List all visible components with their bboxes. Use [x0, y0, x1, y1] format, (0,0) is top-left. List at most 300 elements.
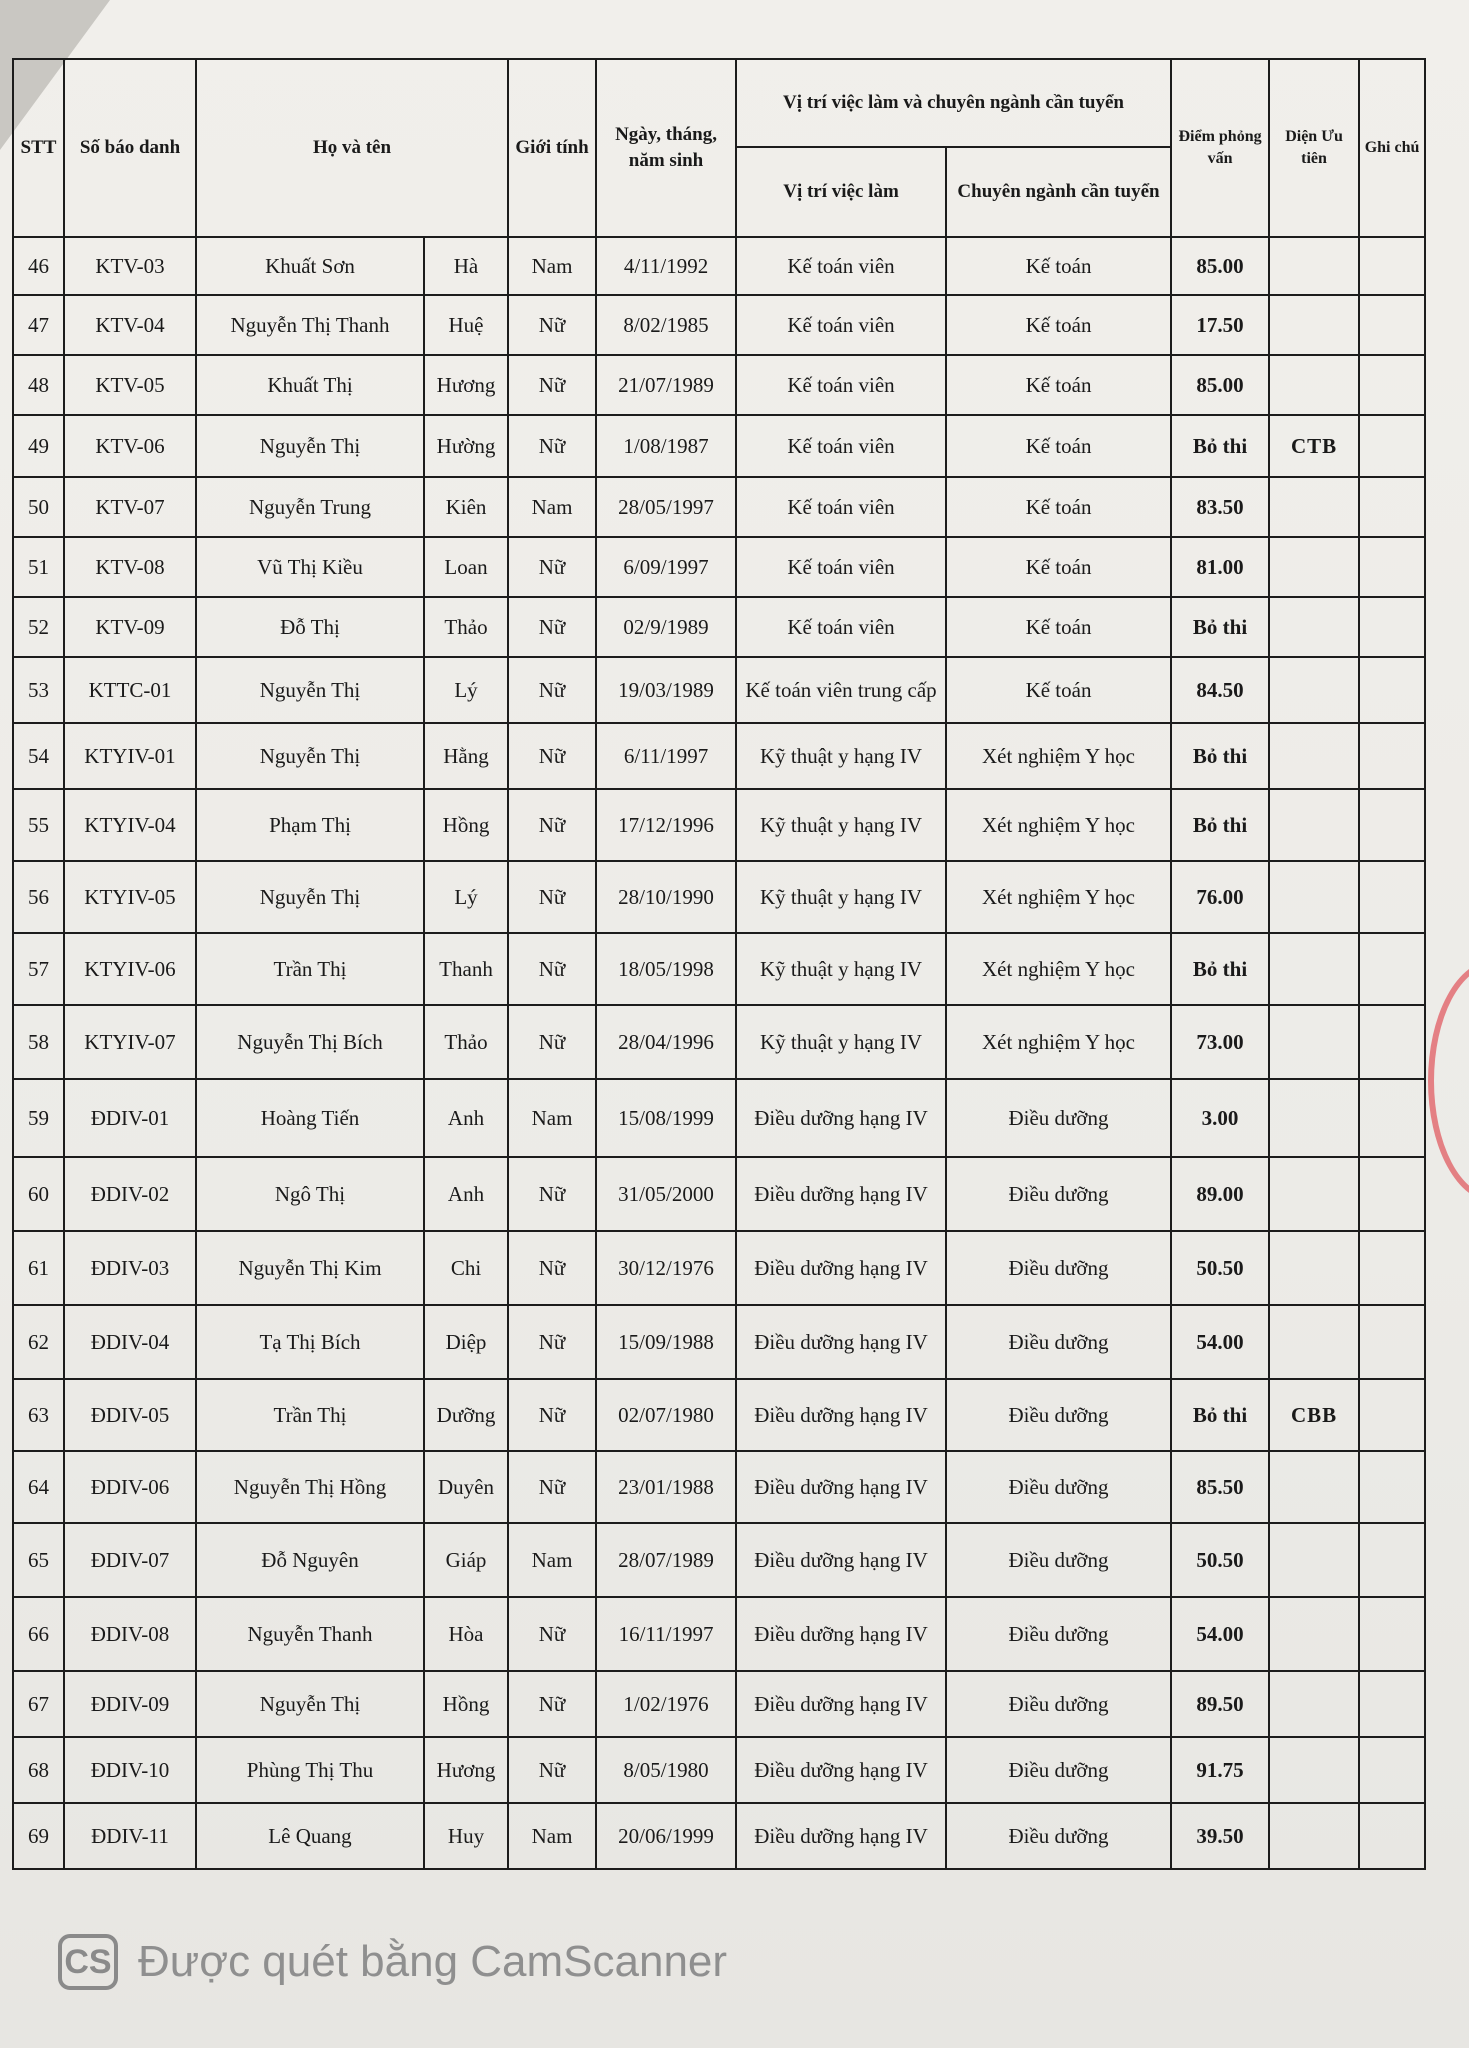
cell-position: Kế toán viên trung cấp: [736, 657, 946, 723]
cell-gender: Nữ: [508, 657, 596, 723]
cell-position: Điều dưỡng hạng IV: [736, 1597, 946, 1671]
table-row: [13, 1803, 1425, 1869]
cell-score: Bỏ thi: [1171, 415, 1269, 477]
cell-given-name: Huy: [424, 1803, 508, 1869]
cell-priority: [1269, 597, 1359, 657]
cell-sbd: KTYIV-05: [64, 861, 196, 933]
cell-priority: [1269, 1079, 1359, 1157]
cell-score: 50.50: [1171, 1231, 1269, 1305]
cell-score: 50.50: [1171, 1523, 1269, 1597]
cell-score: 84.50: [1171, 657, 1269, 723]
cell-sbd: KTYIV-07: [64, 1005, 196, 1079]
header-note: Ghi chú: [1359, 59, 1425, 237]
cell-gender: Nữ: [508, 723, 596, 789]
cell-score: Bỏ thi: [1171, 597, 1269, 657]
cell-stt: 51: [13, 537, 64, 597]
cell-surname: Khuất Thị: [196, 355, 424, 415]
cell-surname: Ngô Thị: [196, 1157, 424, 1231]
cell-note: [1359, 1737, 1425, 1803]
table-row: [13, 1671, 1425, 1737]
cell-sbd: ĐDIV-06: [64, 1451, 196, 1523]
cell-stt: 48: [13, 355, 64, 415]
cell-given-name: Hà: [424, 237, 508, 295]
cell-stt: 49: [13, 415, 64, 477]
cell-sbd: ĐDIV-01: [64, 1079, 196, 1157]
cell-sbd: ĐDIV-10: [64, 1737, 196, 1803]
cell-major: Điều dưỡng: [946, 1737, 1171, 1803]
cell-stt: 69: [13, 1803, 64, 1869]
cell-gender: Nam: [508, 237, 596, 295]
table-row: [13, 355, 1425, 415]
cell-given-name: Thanh: [424, 933, 508, 1005]
cell-stt: 50: [13, 477, 64, 537]
cell-surname: Nguyễn Trung: [196, 477, 424, 537]
cell-major: Điều dưỡng: [946, 1305, 1171, 1379]
cell-gender: Nam: [508, 1523, 596, 1597]
cell-given-name: Lý: [424, 861, 508, 933]
header-position-group: Vị trí việc làm và chuyên ngành cần tuyển: [736, 59, 1171, 147]
cell-given-name: Anh: [424, 1157, 508, 1231]
table-row: [13, 295, 1425, 355]
cell-position: Kỹ thuật y hạng IV: [736, 1005, 946, 1079]
table-row: [13, 1079, 1425, 1157]
cell-major: Điều dưỡng: [946, 1379, 1171, 1451]
cell-note: [1359, 295, 1425, 355]
cell-gender: Nữ: [508, 1231, 596, 1305]
cell-dob: 21/07/1989: [596, 355, 736, 415]
header-dob: Ngày, tháng, năm sinh: [596, 59, 736, 237]
cell-gender: Nữ: [508, 415, 596, 477]
cell-note: [1359, 1157, 1425, 1231]
table-row: [13, 537, 1425, 597]
cell-score: Bỏ thi: [1171, 1379, 1269, 1451]
cell-sbd: ĐDIV-11: [64, 1803, 196, 1869]
cell-sbd: ĐDIV-07: [64, 1523, 196, 1597]
cell-note: [1359, 355, 1425, 415]
cell-note: [1359, 597, 1425, 657]
header-major: Chuyên ngành cần tuyển: [946, 147, 1171, 237]
cell-major: Xét nghiệm Y học: [946, 861, 1171, 933]
cell-position: Điều dưỡng hạng IV: [736, 1803, 946, 1869]
cell-stt: 54: [13, 723, 64, 789]
cell-dob: 31/05/2000: [596, 1157, 736, 1231]
cell-sbd: ĐDIV-02: [64, 1157, 196, 1231]
cell-position: Điều dưỡng hạng IV: [736, 1523, 946, 1597]
cell-stt: 66: [13, 1597, 64, 1671]
cell-gender: Nữ: [508, 1157, 596, 1231]
cell-given-name: Thảo: [424, 597, 508, 657]
cell-dob: 8/02/1985: [596, 295, 736, 355]
cell-score: 39.50: [1171, 1803, 1269, 1869]
cell-surname: Nguyễn Thị: [196, 861, 424, 933]
cell-note: [1359, 237, 1425, 295]
cell-sbd: ĐDIV-05: [64, 1379, 196, 1451]
cell-position: Kỹ thuật y hạng IV: [736, 933, 946, 1005]
cell-score: 17.50: [1171, 295, 1269, 355]
cell-dob: 23/01/1988: [596, 1451, 736, 1523]
cell-position: Điều dưỡng hạng IV: [736, 1451, 946, 1523]
cell-note: [1359, 1803, 1425, 1869]
cell-dob: 18/05/1998: [596, 933, 736, 1005]
cell-sbd: KTV-07: [64, 477, 196, 537]
camscanner-logo-icon: CS: [58, 1934, 118, 1990]
cell-position: Điều dưỡng hạng IV: [736, 1231, 946, 1305]
cell-gender: Nữ: [508, 295, 596, 355]
cell-priority: [1269, 861, 1359, 933]
cell-stt: 62: [13, 1305, 64, 1379]
cell-gender: Nữ: [508, 933, 596, 1005]
cell-priority: [1269, 295, 1359, 355]
cell-position: Kế toán viên: [736, 597, 946, 657]
cell-position: Điều dưỡng hạng IV: [736, 1671, 946, 1737]
cell-given-name: Kiên: [424, 477, 508, 537]
cell-given-name: Chi: [424, 1231, 508, 1305]
header-priority: Diện Ưu tiên: [1269, 59, 1359, 237]
cell-dob: 4/11/1992: [596, 237, 736, 295]
cell-note: [1359, 1231, 1425, 1305]
cell-score: Bỏ thi: [1171, 933, 1269, 1005]
cell-given-name: Anh: [424, 1079, 508, 1157]
cell-major: Xét nghiệm Y học: [946, 789, 1171, 861]
cell-priority: [1269, 789, 1359, 861]
cell-sbd: KTV-06: [64, 415, 196, 477]
cell-position: Kế toán viên: [736, 537, 946, 597]
cell-given-name: Hồng: [424, 789, 508, 861]
table-row: [13, 597, 1425, 657]
cell-stt: 46: [13, 237, 64, 295]
cell-dob: 16/11/1997: [596, 1597, 736, 1671]
cell-stt: 60: [13, 1157, 64, 1231]
cell-dob: 1/08/1987: [596, 415, 736, 477]
cell-position: Kỹ thuật y hạng IV: [736, 789, 946, 861]
cell-score: 85.50: [1171, 1451, 1269, 1523]
cell-stt: 47: [13, 295, 64, 355]
cell-surname: Phùng Thị Thu: [196, 1737, 424, 1803]
cell-gender: Nam: [508, 1079, 596, 1157]
cell-surname: Khuất Sơn: [196, 237, 424, 295]
cell-major: Điều dưỡng: [946, 1451, 1171, 1523]
cell-gender: Nữ: [508, 1671, 596, 1737]
cell-priority: [1269, 1451, 1359, 1523]
cell-sbd: KTV-08: [64, 537, 196, 597]
table-row: [13, 1379, 1425, 1451]
cell-stt: 53: [13, 657, 64, 723]
cell-score: 54.00: [1171, 1305, 1269, 1379]
cell-gender: Nữ: [508, 355, 596, 415]
cell-surname: Nguyễn Thanh: [196, 1597, 424, 1671]
cell-score: 89.50: [1171, 1671, 1269, 1737]
cell-stt: 55: [13, 789, 64, 861]
table-row: [13, 1597, 1425, 1671]
table-row: [13, 1523, 1425, 1597]
cell-priority: [1269, 657, 1359, 723]
cell-given-name: Hồng: [424, 1671, 508, 1737]
cell-note: [1359, 537, 1425, 597]
cell-given-name: Lý: [424, 657, 508, 723]
cell-sbd: KTTC-01: [64, 657, 196, 723]
cell-note: [1359, 1451, 1425, 1523]
cell-position: Kế toán viên: [736, 477, 946, 537]
cell-surname: Nguyễn Thị: [196, 415, 424, 477]
cell-dob: 28/04/1996: [596, 1005, 736, 1079]
cell-gender: Nữ: [508, 537, 596, 597]
cell-given-name: Duyên: [424, 1451, 508, 1523]
cell-score: 81.00: [1171, 537, 1269, 597]
cell-note: [1359, 861, 1425, 933]
cell-stt: 61: [13, 1231, 64, 1305]
cell-priority: [1269, 1231, 1359, 1305]
cell-surname: Nguyễn Thị Kim: [196, 1231, 424, 1305]
cell-position: Điều dưỡng hạng IV: [736, 1737, 946, 1803]
table-row: [13, 1231, 1425, 1305]
header-gender: Giới tính: [508, 59, 596, 237]
cell-given-name: Diệp: [424, 1305, 508, 1379]
cell-given-name: Hường: [424, 415, 508, 477]
cell-dob: 6/11/1997: [596, 723, 736, 789]
table-row: [13, 415, 1425, 477]
cell-stt: 57: [13, 933, 64, 1005]
cell-score: 76.00: [1171, 861, 1269, 933]
cell-gender: Nữ: [508, 1737, 596, 1803]
cell-major: Kế toán: [946, 355, 1171, 415]
cell-major: Xét nghiệm Y học: [946, 933, 1171, 1005]
cell-score: 54.00: [1171, 1597, 1269, 1671]
cell-score: 3.00: [1171, 1079, 1269, 1157]
cell-gender: Nữ: [508, 597, 596, 657]
cell-major: Kế toán: [946, 295, 1171, 355]
cell-gender: Nữ: [508, 1005, 596, 1079]
table-row: [13, 1005, 1425, 1079]
cell-major: Điều dưỡng: [946, 1671, 1171, 1737]
cell-surname: Đỗ Thị: [196, 597, 424, 657]
cell-gender: Nam: [508, 477, 596, 537]
cell-surname: Trần Thị: [196, 933, 424, 1005]
cell-note: [1359, 1597, 1425, 1671]
cell-major: Kế toán: [946, 537, 1171, 597]
cell-score: 85.00: [1171, 355, 1269, 415]
cell-gender: Nữ: [508, 1597, 596, 1671]
cell-position: Kế toán viên: [736, 355, 946, 415]
cell-note: [1359, 1523, 1425, 1597]
cell-major: Điều dưỡng: [946, 1803, 1171, 1869]
cell-gender: Nữ: [508, 861, 596, 933]
cell-sbd: ĐDIV-03: [64, 1231, 196, 1305]
cell-score: 83.50: [1171, 477, 1269, 537]
cell-position: Điều dưỡng hạng IV: [736, 1379, 946, 1451]
cell-sbd: KTV-05: [64, 355, 196, 415]
cell-dob: 8/05/1980: [596, 1737, 736, 1803]
cell-position: Kỹ thuật y hạng IV: [736, 861, 946, 933]
cell-surname: Lê Quang: [196, 1803, 424, 1869]
cell-position: Điều dưỡng hạng IV: [736, 1079, 946, 1157]
cell-surname: Nguyễn Thị Bích: [196, 1005, 424, 1079]
cell-score: 85.00: [1171, 237, 1269, 295]
cell-note: [1359, 1079, 1425, 1157]
results-table: [12, 58, 1426, 1870]
cell-surname: Phạm Thị: [196, 789, 424, 861]
cell-priority: [1269, 537, 1359, 597]
cell-surname: Trần Thị: [196, 1379, 424, 1451]
cell-gender: Nữ: [508, 1451, 596, 1523]
cell-major: Xét nghiệm Y học: [946, 723, 1171, 789]
cell-given-name: Hương: [424, 355, 508, 415]
table-body: [13, 237, 1425, 1869]
cell-score: 91.75: [1171, 1737, 1269, 1803]
cell-priority: [1269, 1737, 1359, 1803]
header-score: Điểm phỏng vấn: [1171, 59, 1269, 237]
cell-dob: 15/08/1999: [596, 1079, 736, 1157]
cell-sbd: KTYIV-01: [64, 723, 196, 789]
cell-position: Kế toán viên: [736, 415, 946, 477]
cell-dob: 20/06/1999: [596, 1803, 736, 1869]
table-row: [13, 657, 1425, 723]
cell-surname: Đỗ Nguyên: [196, 1523, 424, 1597]
table-row: [13, 861, 1425, 933]
cell-major: Kế toán: [946, 477, 1171, 537]
cell-major: Điều dưỡng: [946, 1157, 1171, 1231]
cell-sbd: KTYIV-04: [64, 789, 196, 861]
header-stt: STT: [13, 59, 64, 237]
cell-priority: [1269, 1305, 1359, 1379]
table-header-row: [13, 59, 1425, 147]
cell-dob: 30/12/1976: [596, 1231, 736, 1305]
cell-stt: 65: [13, 1523, 64, 1597]
cell-major: Kế toán: [946, 415, 1171, 477]
cell-dob: 6/09/1997: [596, 537, 736, 597]
cell-major: Kế toán: [946, 237, 1171, 295]
header-sbd: Số báo danh: [64, 59, 196, 237]
cell-position: Kế toán viên: [736, 237, 946, 295]
cell-note: [1359, 789, 1425, 861]
cell-surname: Nguyễn Thị: [196, 723, 424, 789]
cell-priority: [1269, 477, 1359, 537]
cell-dob: 02/07/1980: [596, 1379, 736, 1451]
cell-stt: 64: [13, 1451, 64, 1523]
cell-major: Kế toán: [946, 657, 1171, 723]
cell-given-name: Dưỡng: [424, 1379, 508, 1451]
cell-dob: 28/05/1997: [596, 477, 736, 537]
watermark-text: Được quét bằng CamScanner: [138, 1937, 728, 1986]
cell-priority: [1269, 1157, 1359, 1231]
cell-given-name: Huệ: [424, 295, 508, 355]
cell-note: [1359, 933, 1425, 1005]
cell-sbd: ĐDIV-09: [64, 1671, 196, 1737]
cell-dob: 1/02/1976: [596, 1671, 736, 1737]
cell-stt: 63: [13, 1379, 64, 1451]
cell-priority: CTB: [1269, 415, 1359, 477]
cell-surname: Hoàng Tiến: [196, 1079, 424, 1157]
cell-priority: CBB: [1269, 1379, 1359, 1451]
cell-stt: 56: [13, 861, 64, 933]
cell-position: Điều dưỡng hạng IV: [736, 1157, 946, 1231]
cell-note: [1359, 723, 1425, 789]
cell-dob: 28/10/1990: [596, 861, 736, 933]
cell-stt: 52: [13, 597, 64, 657]
cell-score: Bỏ thi: [1171, 723, 1269, 789]
cell-priority: [1269, 1803, 1359, 1869]
cell-note: [1359, 1005, 1425, 1079]
cell-given-name: Hằng: [424, 723, 508, 789]
cell-given-name: Hương: [424, 1737, 508, 1803]
cell-note: [1359, 1305, 1425, 1379]
cell-major: Xét nghiệm Y học: [946, 1005, 1171, 1079]
cell-note: [1359, 415, 1425, 477]
cell-gender: Nữ: [508, 789, 596, 861]
cell-surname: Vũ Thị Kiều: [196, 537, 424, 597]
cell-priority: [1269, 1671, 1359, 1737]
table-row: [13, 1157, 1425, 1231]
cell-dob: 28/07/1989: [596, 1523, 736, 1597]
cell-priority: [1269, 933, 1359, 1005]
cell-note: [1359, 477, 1425, 537]
table-row: [13, 1305, 1425, 1379]
cell-sbd: ĐDIV-04: [64, 1305, 196, 1379]
cell-note: [1359, 1379, 1425, 1451]
table-row: [13, 723, 1425, 789]
cell-priority: [1269, 723, 1359, 789]
cell-sbd: KTYIV-06: [64, 933, 196, 1005]
cell-priority: [1269, 355, 1359, 415]
cell-surname: Nguyễn Thị Hồng: [196, 1451, 424, 1523]
cell-note: [1359, 1671, 1425, 1737]
cell-sbd: KTV-03: [64, 237, 196, 295]
cell-priority: [1269, 1523, 1359, 1597]
table-row: [13, 1451, 1425, 1523]
cell-given-name: Giáp: [424, 1523, 508, 1597]
cell-stt: 59: [13, 1079, 64, 1157]
cell-dob: 02/9/1989: [596, 597, 736, 657]
cell-priority: [1269, 1597, 1359, 1671]
cell-note: [1359, 657, 1425, 723]
cell-sbd: KTV-04: [64, 295, 196, 355]
cell-surname: Nguyễn Thị Thanh: [196, 295, 424, 355]
cell-sbd: ĐDIV-08: [64, 1597, 196, 1671]
cell-given-name: Thảo: [424, 1005, 508, 1079]
cell-gender: Nam: [508, 1803, 596, 1869]
cell-stt: 67: [13, 1671, 64, 1737]
cell-surname: Nguyễn Thị: [196, 1671, 424, 1737]
cell-priority: [1269, 1005, 1359, 1079]
cell-priority: [1269, 237, 1359, 295]
cell-dob: 17/12/1996: [596, 789, 736, 861]
cell-stt: 58: [13, 1005, 64, 1079]
header-name: Họ và tên: [196, 59, 508, 237]
cell-major: Điều dưỡng: [946, 1079, 1171, 1157]
table-row: [13, 237, 1425, 295]
cell-surname: Tạ Thị Bích: [196, 1305, 424, 1379]
cell-surname: Nguyễn Thị: [196, 657, 424, 723]
cell-major: Điều dưỡng: [946, 1597, 1171, 1671]
cell-dob: 15/09/1988: [596, 1305, 736, 1379]
cell-given-name: Hòa: [424, 1597, 508, 1671]
cell-major: Kế toán: [946, 597, 1171, 657]
cell-dob: 19/03/1989: [596, 657, 736, 723]
cell-score: 89.00: [1171, 1157, 1269, 1231]
cell-position: Điều dưỡng hạng IV: [736, 1305, 946, 1379]
cell-sbd: KTV-09: [64, 597, 196, 657]
cell-score: 73.00: [1171, 1005, 1269, 1079]
cell-gender: Nữ: [508, 1305, 596, 1379]
table-row: [13, 789, 1425, 861]
table-row: [13, 477, 1425, 537]
scanner-watermark: [58, 1932, 727, 1992]
cell-position: Kỹ thuật y hạng IV: [736, 723, 946, 789]
header-position: Vị trí việc làm: [736, 147, 946, 237]
table-row: [13, 1737, 1425, 1803]
cell-major: Điều dưỡng: [946, 1231, 1171, 1305]
table-row: [13, 933, 1425, 1005]
cell-stt: 68: [13, 1737, 64, 1803]
